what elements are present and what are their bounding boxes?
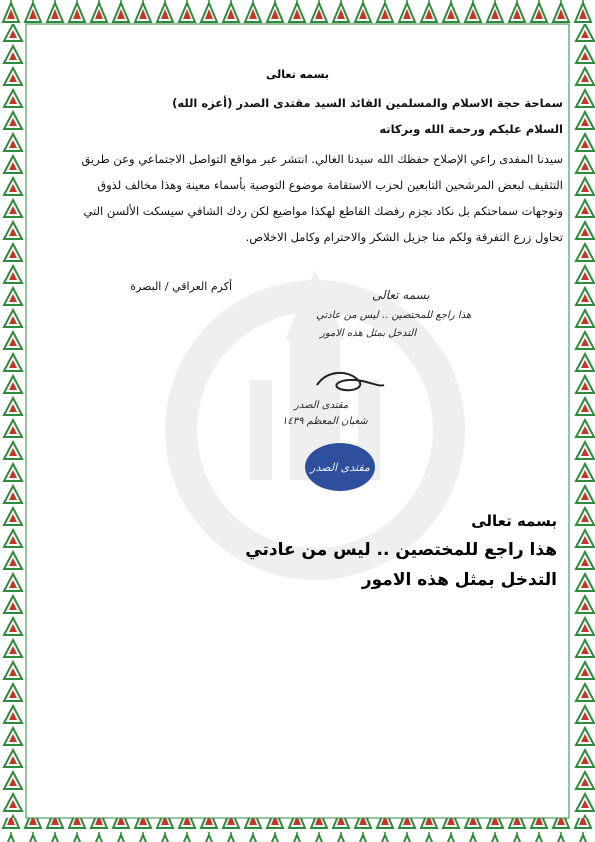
letter-body-line-3: وتوجهات سماحتكم بل نكاد نجزم رفضك القاطع لهكذا مواضيع لكن ردك الشافي سيسكت الألسن التي [83,204,563,218]
handwritten-signature [312,365,387,397]
handwritten-opening: بسمه تعالى [372,288,430,302]
typed-reply-line-1: هذا راجع للمختصين .. ليس من عادتي [245,540,557,560]
letter-content [32,30,563,810]
typed-reply-line-2: التدخل بمثل هذه الامور [361,570,557,590]
letter-body-line-2: التثقيف لبعض المرشحين التابعين لحزب الاستقامة موضوع التوصية بأسماء معينة وهذا مخالف لذوق [97,178,563,192]
letter-greeting: السلام عليكم ورحمة الله وبركاته [379,122,563,136]
handwritten-line-1: هذا راجع للمختصين .. ليس من عادتي [316,310,472,321]
signature-seal: مقتدى الصدر [305,443,375,491]
letter-addressee: سماحة حجة الاسلام والمسلمين القائد السيد مقتدى الصدر (أعزه الله) [172,96,563,110]
letter-body-line-1: سيدنا المفدى راعي الإصلاح حفظك الله سيدنا الغالي. انتشر عبر مواقع التواصل الاجتماعي وعن طريق [81,152,563,166]
typed-reply-opening: بسمه تعالى [471,512,557,530]
handwritten-line-2: التدخل بمثل هذه الامور [320,328,417,339]
letter-body-line-4: تحاول زرع التفرقة ولكم منا جزيل الشكر والاحترام وكامل الاخلاص. [245,230,563,244]
handwritten-date: شعبان المعظم ١٤٣٩ [282,416,368,427]
handwritten-signer: مقتدى الصدر [294,400,349,411]
letter-signature: أكرم العراقي / البصرة [130,280,232,293]
letter-opening: بسمه تعالى [266,68,329,81]
